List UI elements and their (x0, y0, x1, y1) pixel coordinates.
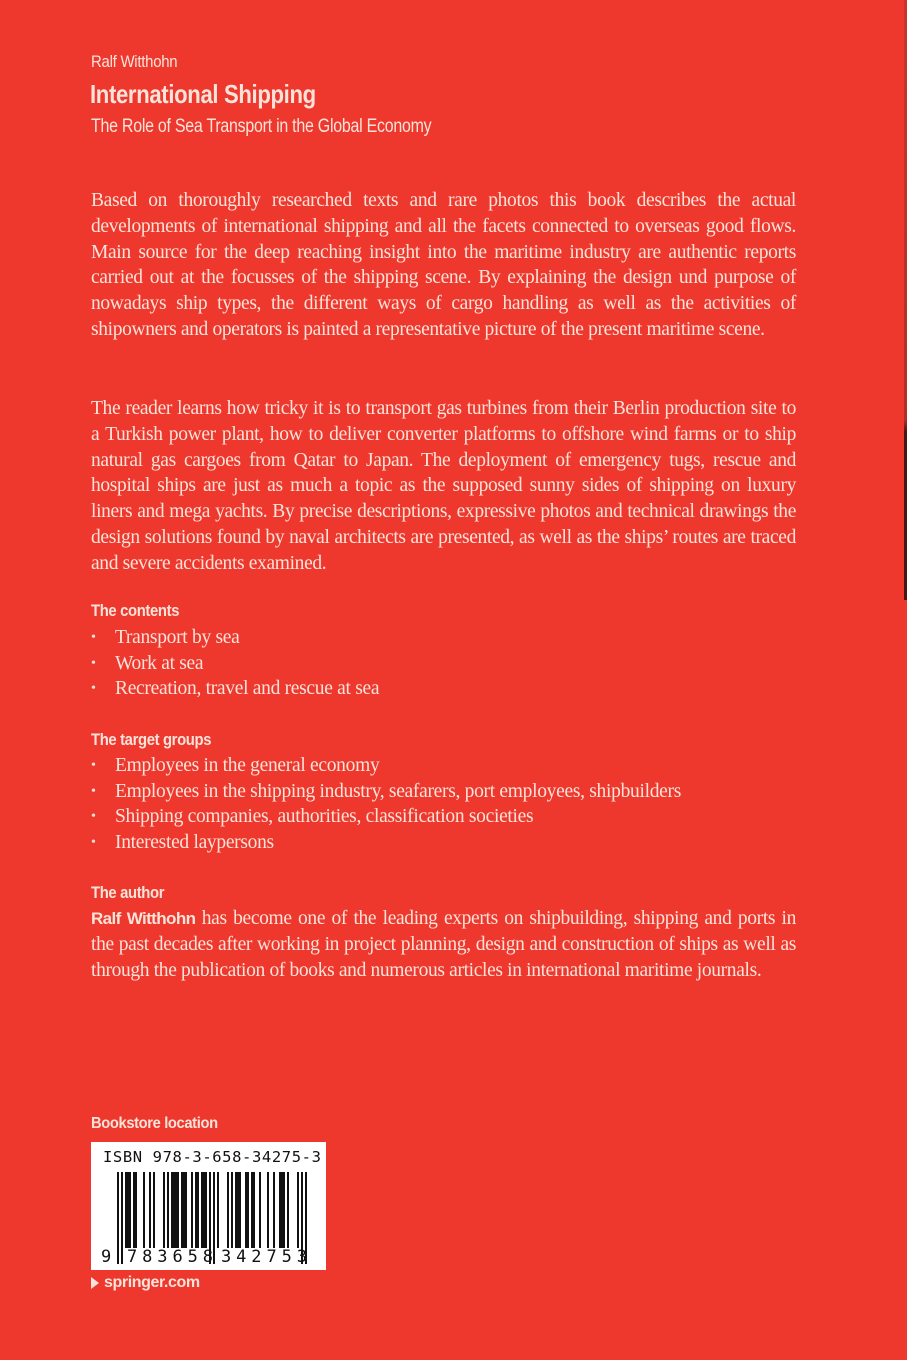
description-paragraph-2: The reader learns how tricky it is to transport gas turbines from their Berlin production site to a Turkish power plant, how to deliver converter platforms to offshore wind farms or to ship natural gas cargoes from Qatar to Japan. The deployment of emergency tugs, rescue and hospital ships are just as much a topic as the supposed sunny sides of shipping on luxury liners and mega yachts. By precise descriptions, expressive photos and technical drawings the design solutions found by naval architects are presented, as well as the ships’ routes are traced and severe accidents examined. (91, 398, 796, 574)
ean-first-digit: 9 (101, 1247, 112, 1267)
isbn-barcode (91, 1142, 326, 1270)
barcode-bar (163, 1172, 165, 1248)
target-groups-list (91, 753, 681, 856)
barcode-bar (133, 1172, 135, 1248)
barcode-bar (253, 1172, 255, 1248)
barcode-bar (217, 1172, 219, 1248)
book-title: International Shipping (90, 79, 316, 109)
barcode-bar (149, 1172, 151, 1248)
target-groups-heading: The target groups (91, 731, 212, 749)
contents-heading: The contents (91, 602, 180, 620)
barcode-bar (143, 1172, 145, 1248)
bullet-icon: • (91, 681, 96, 697)
bullet-icon: • (91, 655, 96, 671)
barcode-bar (121, 1172, 123, 1264)
barcode-bar (177, 1172, 179, 1248)
list-item-text: Employees in the shipping industry, seafarers, port employees, shipbuilders (115, 780, 681, 802)
barcode-bar (247, 1172, 249, 1248)
barcode-bar (279, 1172, 281, 1248)
list-item (91, 625, 379, 651)
barcode-bar (267, 1172, 269, 1248)
book-subtitle: The Role of Sea Transport in the Global Economy (91, 116, 432, 137)
barcode-bar (153, 1172, 155, 1248)
cover-author: Ralf Witthohn (91, 52, 178, 71)
barcode-bar (195, 1172, 197, 1248)
barcode-bar (127, 1172, 129, 1248)
barcode-bar (239, 1172, 241, 1248)
list-item-text: Shipping companies, authorities, classification societies (115, 806, 534, 828)
author-heading: The author (91, 884, 165, 902)
barcode-bar (171, 1172, 173, 1248)
barcode-bar (173, 1172, 175, 1248)
barcode-bar (245, 1172, 247, 1248)
barcode-bar (251, 1172, 253, 1248)
list-item (91, 830, 681, 856)
publisher-link-text: springer.com (104, 1274, 200, 1291)
barcode-bar (287, 1172, 289, 1248)
bullet-icon: • (91, 758, 96, 773)
bullet-icon: • (91, 783, 96, 799)
bullet-icon: • (91, 835, 96, 851)
bookstore-location-label: Bookstore location (91, 1115, 218, 1132)
barcode-bar (203, 1172, 205, 1248)
barcode-bar (191, 1172, 193, 1248)
barcode-bar (273, 1172, 275, 1248)
list-item (91, 651, 379, 677)
contents-list (91, 625, 379, 702)
barcode-bar (129, 1172, 131, 1248)
barcode-bar (259, 1172, 261, 1248)
bullet-icon: • (91, 809, 96, 825)
barcode-bar (175, 1172, 177, 1248)
list-item (91, 676, 379, 702)
barcode-bar (185, 1172, 187, 1248)
author-bio-text: has become one of the leading experts on shipbuilding, shipping and ports in the past decades after working in project planning, design and construction of ships as well as through the publication of books and numerous articles in international maritime journals. (91, 908, 796, 981)
list-item (91, 779, 681, 805)
list-item-text: Employees in the general economy (115, 755, 380, 776)
barcode-bar (201, 1172, 203, 1248)
author-bio (91, 906, 796, 983)
barcode-bar (281, 1172, 283, 1248)
publisher-link[interactable] (91, 1274, 200, 1292)
barcode-bar (197, 1172, 199, 1248)
ean-right-group: 342753 (221, 1247, 307, 1267)
arrow-right-icon (91, 1277, 99, 1289)
list-item-text: Transport by sea (115, 627, 240, 648)
list-item (91, 753, 681, 779)
barcode-bar (283, 1172, 285, 1248)
barcode-bar (235, 1172, 237, 1248)
barcode-bars (91, 1142, 326, 1270)
barcode-bar (181, 1172, 183, 1248)
list-item-text: Interested laypersons (115, 832, 274, 854)
barcode-bar (125, 1172, 127, 1248)
barcode-bar (297, 1172, 299, 1248)
list-item-text: Recreation, travel and rescue at sea (115, 678, 380, 700)
barcode-bar (183, 1172, 185, 1248)
bullet-icon: • (91, 630, 96, 645)
description-paragraph-1: Based on thoroughly researched texts and rare photos this book describes the actual developments of international shipping and all the facets connected to overseas good flows. Main source for the deep reaching insight into the maritime industry are authentic reports carried out at the focusses of the shipping scene. By explaining the design und purpose of nowadays ship types, the different ways of cargo handling as well as the activities of shipowners and operators is painted a representative picture of the present maritime scene. (91, 190, 796, 340)
author-name: Ralf Witthohn (91, 909, 196, 928)
isbn-number: ISBN 978-3-658-34275-3 (103, 1148, 322, 1166)
barcode-bar (135, 1172, 137, 1248)
barcode-bar (237, 1172, 239, 1248)
barcode-bar (205, 1172, 207, 1248)
barcode-bar (117, 1172, 119, 1264)
barcode-bar (231, 1172, 233, 1248)
barcode-bar (167, 1172, 169, 1248)
ean-left-group: 783658 (127, 1247, 213, 1267)
barcode-bar (227, 1172, 229, 1248)
list-item (91, 804, 681, 830)
barcode-bar (213, 1172, 215, 1264)
list-item-text: Work at sea (115, 652, 204, 674)
